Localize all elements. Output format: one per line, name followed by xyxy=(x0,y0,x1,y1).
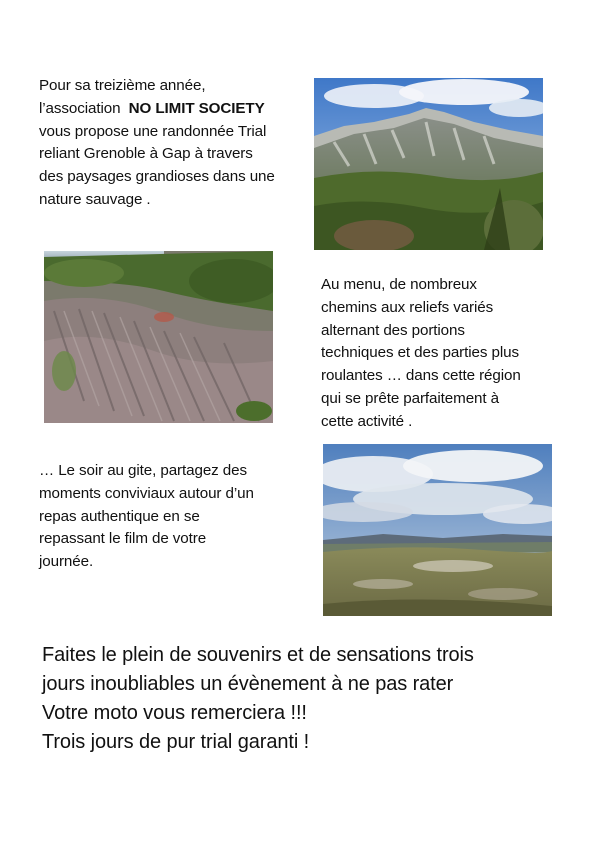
menu-line: techniques et des parties plus xyxy=(321,344,519,362)
intro-line xyxy=(39,98,275,121)
intro-paragraph xyxy=(39,75,275,212)
closing-line: Votre moto vous remerciera !!! xyxy=(42,702,307,724)
grassy-plateau-photo xyxy=(323,444,552,616)
menu-paragraph xyxy=(321,274,521,434)
intro-line: reliant Grenoble à Gap à travers xyxy=(39,145,253,163)
menu-line: cette activité . xyxy=(321,412,413,430)
association-name: NO LIMIT SOCIETY xyxy=(128,99,265,117)
evening-line: repassant le film de votre xyxy=(39,530,207,548)
menu-line: Au menu, de nombreux xyxy=(321,276,477,293)
menu-line: alternant des portions xyxy=(321,321,465,339)
evening-line: repas authentique en se xyxy=(39,507,200,525)
evening-line: moments conviviaux autour d’un xyxy=(39,484,254,502)
intro-line: Pour sa treizième année, xyxy=(39,77,206,94)
closing-line: Faites le plein de souvenirs et de sensations trois xyxy=(42,644,474,666)
eroded-badlands-photo xyxy=(44,251,273,423)
mountain-ridge-photo xyxy=(314,78,543,250)
evening-line: journée. xyxy=(39,553,94,571)
intro-line: vous propose une randonnée Trial xyxy=(39,122,267,140)
evening-paragraph xyxy=(39,460,254,574)
closing-line: jours inoubliables un évènement à ne pas rater xyxy=(42,673,454,695)
menu-line: chemins aux reliefs variés xyxy=(321,298,494,316)
menu-line: roulantes … dans cette région xyxy=(321,367,521,385)
intro-text: l’association xyxy=(39,99,129,117)
intro-line: nature sauvage . xyxy=(39,190,151,208)
menu-line: qui se prête parfaitement à xyxy=(321,389,499,407)
intro-line: des paysages grandioses dans une xyxy=(39,168,275,186)
evening-line: … Le soir au gite, partagez des xyxy=(39,462,247,479)
closing-paragraph xyxy=(42,641,474,757)
closing-line: Trois jours de pur trial garanti ! xyxy=(42,731,310,753)
